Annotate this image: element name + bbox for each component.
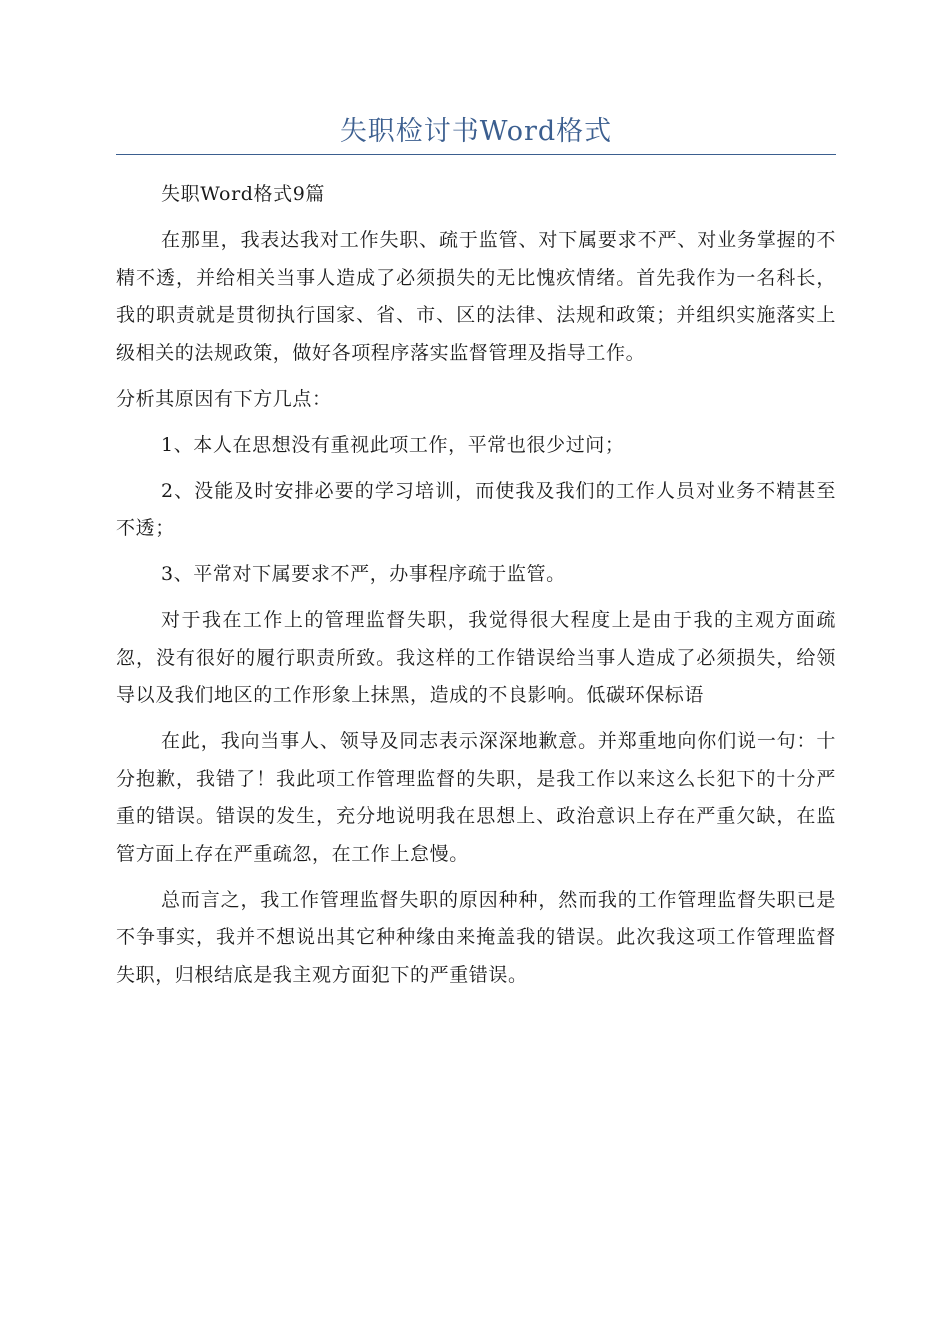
paragraph-subtitle: 失职Word格式9篇 (161, 183, 326, 205)
document-body (116, 176, 836, 1003)
document-title: 失职检讨书Word格式 (339, 116, 613, 147)
paragraph-analysis: 对于我在工作上的管理监督失职，我觉得很大程度上是由于我的主观方面疏忽，没有很好的履行职责所致。我这样的工作错误给当事人造成了必须损失，给领导以及我们地区的工作形象上抹黑，造成的不良影响。低碳环保标语 (116, 609, 836, 706)
paragraph-reasons-heading: 分析其原因有下方几点： (116, 387, 332, 410)
paragraph-reason-2: 2、没能及时安排必要的学习培训，而使我及我们的工作人员对业务不精甚至不透； (116, 479, 836, 539)
title-underline (116, 154, 836, 155)
paragraph-reason-3: 3、平常对下属要求不严，办事程序疏于监管。 (161, 563, 566, 585)
paragraph-apology: 在此，我向当事人、领导及同志表示深深地歉意。并郑重地向你们说一句：十分抱歉，我错了！我此项工作管理监督的失职，是我工作以来这么长犯下的十分严重的错误。错误的发生，充分地说明我在思想上、政治意识上存在严重欠缺，在监管方面上存在严重疏忽，在工作上怠慢。 (116, 730, 836, 865)
paragraph-intro: 在那里，我表达我对工作失职、疏于监管、对下属要求不严、对业务掌握的不精不透，并给相关当事人造成了必须损失的无比愧疚情绪。首先我作为一名科长，我的职责就是贯彻执行国家、省、市、区的法律、法规和政策；并组织实施落实上级相关的法规政策，做好各项程序落实监督管理及指导工作。 (116, 229, 836, 364)
paragraph-conclusion: 总而言之，我工作管理监督失职的原因种种，然而我的工作管理监督失职已是不争事实，我并不想说出其它种种缘由来掩盖我的错误。此次我这项工作管理监督失职，归根结底是我主观方面犯下的严重错误。 (116, 888, 836, 986)
paragraph-reason-1: 1、本人在思想没有重视此项工作，平常也很少过问； (161, 433, 625, 456)
